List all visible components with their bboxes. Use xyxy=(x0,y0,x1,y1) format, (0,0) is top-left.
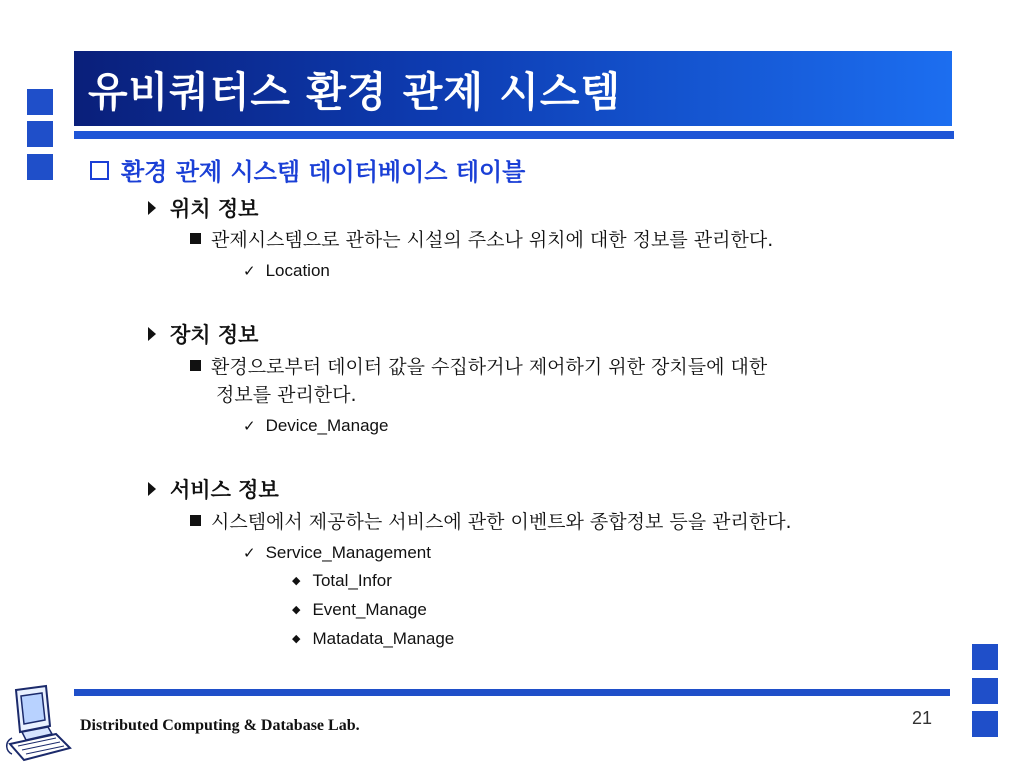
section-device xyxy=(148,319,258,349)
diamond-icon: ◆ xyxy=(292,632,301,645)
section-location-desc xyxy=(190,226,773,254)
computer-logo-icon xyxy=(4,682,78,762)
section-title: 장치 정보 xyxy=(170,323,259,347)
title-banner xyxy=(74,51,952,126)
checkmark-icon: ✓ xyxy=(243,544,256,562)
checkmark-icon: ✓ xyxy=(243,262,256,280)
decor-square-right-1 xyxy=(972,644,998,670)
footer-lab-name: Distributed Computing & Database Lab. xyxy=(80,717,360,734)
subtable-item xyxy=(292,629,454,649)
decor-square-left-1 xyxy=(27,89,53,115)
triangle-right-icon xyxy=(148,482,156,496)
page-number: 21 xyxy=(912,708,933,728)
table-item-service xyxy=(243,543,431,563)
desc-text: 시스템에서 제공하는 서비스에 관한 이벤트와 종합정보 등을 관리한다. xyxy=(211,511,792,533)
section-title: 위치 정보 xyxy=(170,197,259,221)
subtable-name: Total_Infor xyxy=(312,571,392,590)
triangle-right-icon xyxy=(148,327,156,341)
diamond-icon: ◆ xyxy=(292,574,301,587)
decor-square-right-2 xyxy=(972,678,998,704)
slide-heading xyxy=(90,152,525,187)
desc-text-line-2: 정보를 관리한다. xyxy=(216,384,357,406)
slide-title: 유비쿼터스 환경 관제 시스템 xyxy=(88,68,622,116)
table-item-location xyxy=(243,261,330,281)
subtable-item xyxy=(292,571,392,591)
triangle-right-icon xyxy=(148,201,156,215)
table-name: Location xyxy=(265,261,330,280)
subtable-name: Event_Manage xyxy=(312,600,427,619)
section-device-desc-cont xyxy=(216,381,357,409)
footer-line xyxy=(74,689,950,696)
checkmark-icon: ✓ xyxy=(243,417,256,435)
diamond-icon: ◆ xyxy=(292,603,301,616)
subtable-item xyxy=(292,600,427,620)
filled-square-icon xyxy=(190,233,201,244)
section-device-desc xyxy=(190,353,767,381)
filled-square-icon xyxy=(190,360,201,371)
subtable-name: Matadata_Manage xyxy=(312,629,455,648)
title-underline xyxy=(74,131,954,139)
decor-square-left-2 xyxy=(27,121,53,147)
section-location xyxy=(148,193,258,223)
slide-heading-text: 환경 관제 시스템 데이터베이스 테이블 xyxy=(121,158,526,186)
decor-square-left-3 xyxy=(27,154,53,180)
desc-text: 관제시스템으로 관하는 시설의 주소나 위치에 대한 정보를 관리한다. xyxy=(211,229,774,251)
desc-text-line-1: 환경으로부터 데이터 값을 수집하거나 제어하기 위한 장치들에 대한 xyxy=(211,356,768,378)
filled-square-icon xyxy=(190,515,201,526)
hollow-square-icon xyxy=(90,161,109,180)
table-item-device xyxy=(243,416,388,436)
table-name: Device_Manage xyxy=(265,416,389,435)
table-name: Service_Management xyxy=(265,543,431,562)
section-title: 서비스 정보 xyxy=(170,478,279,502)
decor-square-right-3 xyxy=(972,711,998,737)
section-service-desc xyxy=(190,508,792,536)
section-service xyxy=(148,474,279,504)
